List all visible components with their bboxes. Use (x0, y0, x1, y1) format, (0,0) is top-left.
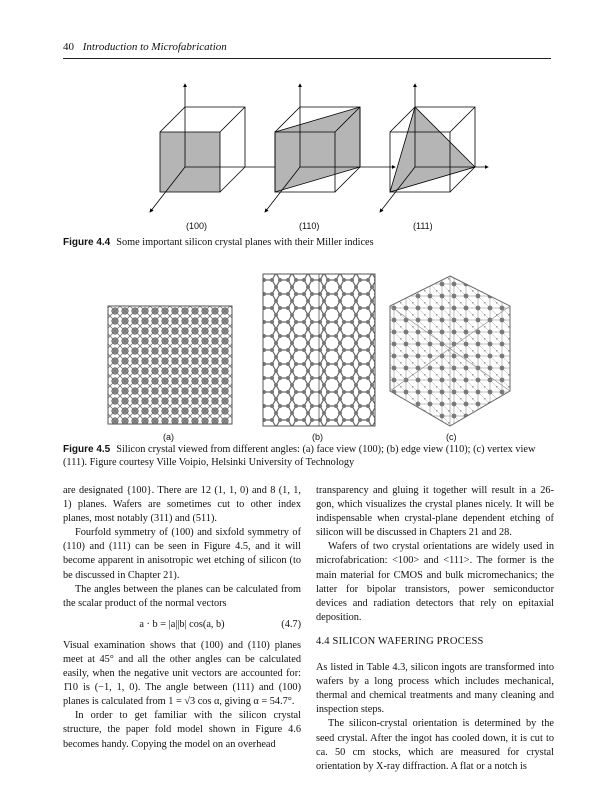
right-column (316, 484, 554, 774)
sublabel-a: (a) (163, 432, 174, 442)
figure-4-5-text: Silicon crystal viewed from different angles: (a) face view (100); (b) edge view (110); (c) vertex view (111). Figure courtesy Ville Voipio, Helsinki University of Technology (63, 444, 536, 468)
lattice-face-view (108, 306, 232, 424)
section-heading: 4.4 SILICON WAFERING PROCESS (316, 635, 484, 647)
running-title: Introduction to Microfabrication (82, 41, 227, 53)
plane-100 (160, 132, 220, 192)
sublabel-c: (c) (446, 432, 457, 442)
left-paragraph-1: are designated {100}. There are 12 (1, 1, 0) and 8 (1, 1, 1) planes. Wafers are sometimes cut to other index planes, most notably (311) and (511). (63, 485, 301, 525)
header-rule (63, 58, 551, 59)
equation-number: (4.7) (281, 618, 301, 630)
sublabel-100: (100) (186, 221, 208, 231)
cube-110 (265, 84, 395, 212)
left-paragraph-2: Fourfold symmetry of (100) and sixfold symmetry of (110) and (111) can be seen in Figure 4.5, and it will become apparent in anisotropic wet etching of silicon (to be discussed in Chapter 21). (63, 527, 301, 581)
right-paragraph-2: Wafers of two crystal orientations are widely used in microfabrication: <100> and <111>. The former is the main material for CMOS and bulk micromechanics; the latter for bipolar transistors, power semiconductor devices and radiation detectors that rely on epitaxial deposition. (316, 541, 554, 623)
page-number: 40 (63, 41, 74, 53)
left-column (63, 484, 301, 752)
lattice-vertex-view (390, 276, 510, 426)
left-paragraph-5: In order to get familiar with the silicon crystal structure, the paper fold model shown in Figure 4.6 becomes handy. Copying the model on an overhead (63, 710, 301, 750)
figure-4-5-drawing (100, 266, 540, 431)
figure-4-5-caption (63, 443, 553, 469)
figure-4-4-label: Figure 4.4 (63, 237, 111, 248)
figure-4-5-label: Figure 4.5 (63, 444, 111, 455)
sublabel-110: (110) (299, 221, 320, 231)
right-paragraph-1: transparency and gluing it together will result in a 26-gon, which visualizes the crystal planes nicely. It will be indispensable when crystal-plane dependent etching of silicon will be discussed in Chapters 21 and 28. (316, 485, 554, 539)
cube-111 (380, 84, 488, 212)
figure-4-4-drawing (130, 72, 470, 222)
right-paragraph-3: As listed in Table 4.3, silicon ingots are transformed into wafers by a long process which includes mechanical, thermal and chemical treatments and many cleaning and inspection steps. (316, 662, 554, 716)
running-header (63, 41, 227, 53)
cube-100 (150, 84, 280, 212)
equation-text: a · b = |a||b| cos(a, b) (139, 618, 225, 630)
sublabel-b: (b) (312, 432, 323, 442)
lattice-edge-view (263, 274, 375, 426)
figure-4-4-text: Some important silicon crystal planes with their Miller indices (116, 237, 374, 248)
figure-4-4-caption (63, 236, 553, 249)
right-paragraph-4: The silicon-crystal orientation is determined by the seed crystal. After the ingot has cooled down, it is cut to ca. 50 cm stocks, which are measured for crystal orientation by X-ray diffraction. A flat or a notch is (316, 718, 554, 772)
sublabel-111: (111) (413, 221, 433, 231)
left-paragraph-4: Visual examination shows that (100) and (110) planes meet at 45° and all the other angles can be calculated easily, when the negative unit vectors are accounted for: 1̄10 is (−1, 1, 0). The angle between (111) and (100) planes is calculated from 1 = √3 cos α, giving α = 54.7°. (63, 639, 301, 708)
equation-4-7 (63, 611, 301, 639)
left-paragraph-3: The angles between the planes can be calculated from the scalar product of the normal vectors (63, 583, 301, 609)
